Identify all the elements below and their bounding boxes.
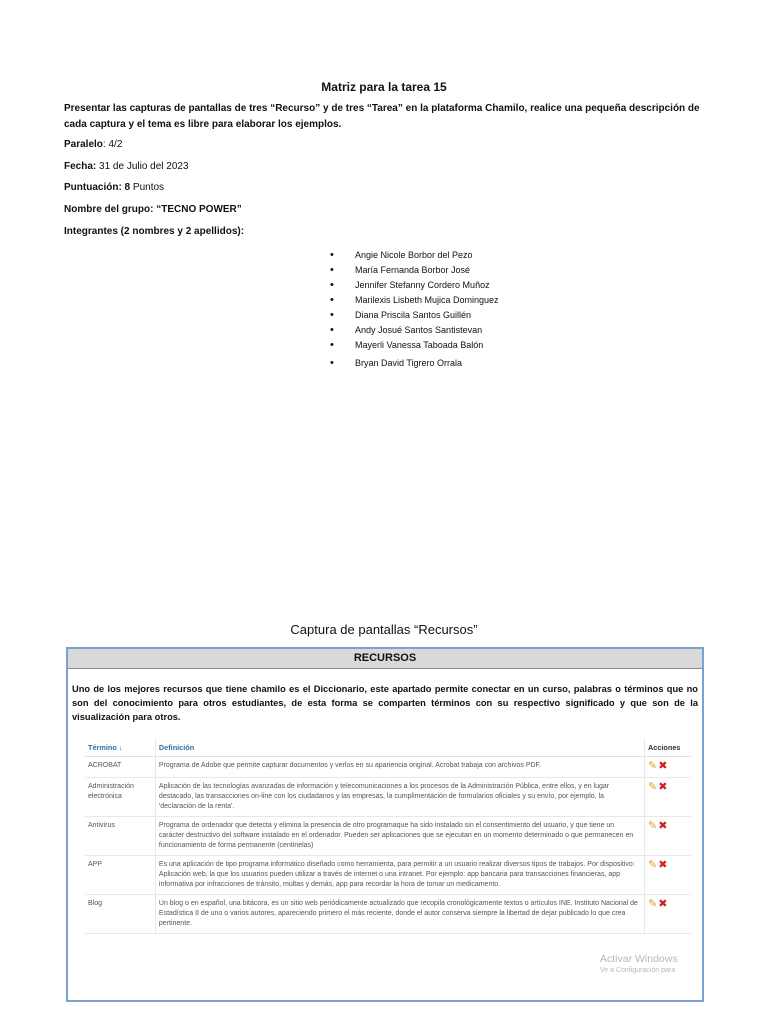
watermark-line1: Activar Windows (600, 953, 678, 965)
field-group-name (64, 204, 242, 215)
member-item: • Mayerli Vanessa Taboada Balón (330, 338, 499, 353)
member-item: • Marilexis Lisbeth Mujica Dominguez (330, 293, 499, 308)
field-value: 31 de Julio del 2023 (96, 161, 189, 172)
members-list (330, 248, 499, 371)
definition-cell: Un blog o en español, una bitácora, es un sitio web periódicamente actualizado que recopila cronológicamente textos o artículos INE. Instituto Nacional de Estadística II de uno o varios autores, apareciendo primero el más reciente, donde el autor conserva siempre la libertad de dejar publicado lo que crea pertinente. (155, 895, 644, 934)
panel-description: Uno de los mejores recursos que tiene chamilo es el Diccionario, este apartado permite conectar en un curso, palabras o términos que no son del conocimiento para otros estudiantes, de esta forma se comparten términos con su respectivo significado y que son de la visualización para otros. (72, 684, 698, 722)
field-label: Nombre del grupo: “TECNO POWER” (64, 204, 242, 215)
task-instructions: Presentar las capturas de pantallas de tres “Recurso” y de tres “Tarea” en la plataforma Chamilo, realice una pequeña descripción de cada captura y el tema es libre para elaborar los ejemplos. (64, 103, 700, 130)
delete-x-icon[interactable]: ✖ (658, 859, 668, 871)
member-item: • Bryan David Tigrero Orrala (330, 356, 499, 371)
windows-activation-watermark (600, 954, 678, 976)
actions-cell (645, 778, 691, 817)
watermark-line2: Ve a Configuración para (600, 967, 676, 974)
field-label: Fecha: (64, 161, 97, 172)
member-item: • Diana Priscila Santos Guillén (330, 308, 499, 323)
panel-header: RECURSOS (68, 649, 702, 669)
delete-x-icon[interactable]: ✖ (658, 898, 668, 910)
delete-x-icon[interactable]: ✖ (658, 760, 668, 772)
term-cell: Administración electrónica (85, 778, 155, 817)
pencil-icon[interactable]: ✎ (648, 898, 658, 910)
table-header-row (85, 738, 691, 757)
table-row (85, 856, 691, 895)
field-value: Puntos (130, 182, 165, 193)
member-item: • María Fernanda Borbor José (330, 263, 499, 278)
actions-cell (645, 856, 691, 895)
table-row (85, 757, 691, 778)
delete-x-icon[interactable]: ✖ (658, 820, 668, 832)
table-row (85, 778, 691, 817)
field-members-label (64, 226, 244, 237)
field-label: Integrantes (2 nombres y 2 apellidos): (64, 226, 245, 237)
capture-title: Captura de pantallas “Recursos” (290, 622, 478, 637)
definition-cell: Es una aplicación de tipo programa informático diseñado como herramienta, para permitir a un usuario realizar diversos tipos de trabajos. Por dispositivo: Aplicación web, la que los usuarios pueden utilizar a través de internet o una intranet. Por ejemplo: app bancaria para transacciones financieras, app informativa por infracciones de tránsito, multas y demás, app para recordar la hora de tomar un medicamento. (155, 856, 644, 895)
term-cell: APP (85, 856, 155, 895)
pencil-icon[interactable]: ✎ (648, 859, 658, 871)
term-cell: ACROBAT (85, 757, 155, 778)
delete-x-icon[interactable]: ✖ (658, 781, 668, 793)
field-puntuacion (64, 182, 164, 193)
field-fecha (64, 161, 189, 172)
pencil-icon[interactable]: ✎ (648, 760, 658, 772)
term-cell: Antivirus (85, 817, 155, 856)
member-item: • Angie Nicole Borbor del Pezo (330, 248, 499, 263)
table-row (85, 817, 691, 856)
column-header-actions: Acciones (645, 738, 691, 757)
pencil-icon[interactable]: ✎ (648, 781, 658, 793)
field-value: : 4/2 (102, 139, 123, 150)
definition-cell: Programa de ordenador que detecta y elimina la presencia de otro programaque ha sido instalado sin el consentimiento del usuario, y que tiene un carácter destructivo del software instalado en el ordenador. Pueden ser aplicaciones que se ejecutan en un momento determinado o que permanecen en funcionamiento de forma permanente (centinelas) (155, 817, 644, 856)
pencil-icon[interactable]: ✎ (648, 820, 658, 832)
definition-cell: Aplicación de las tecnologías avanzadas de información y telecomunicaciones a los procesos de la Administración Pública, entre ellos, y en lugar destacado, las transacciones on-line con los ciudadanos y las empresas, la cumplimentación de formularios oficiales y su envío, por ejemplo, la 'declaración de la renta'. (155, 778, 644, 817)
field-label: Paralelo (64, 139, 103, 150)
glossary-table (85, 738, 691, 934)
table-row (85, 895, 691, 934)
member-item: • Jennifer Stefanny Cordero Muñoz (330, 278, 499, 293)
field-label: Puntuación: 8 (64, 182, 131, 193)
member-item: • Andy Josué Santos Santistevan (330, 323, 499, 338)
field-paralelo (64, 139, 122, 150)
document-title: Matriz para la tarea 15 (321, 80, 447, 94)
actions-cell (645, 895, 691, 934)
definition-cell: Programa de Adobe que permite capturar documentos y verlos en su apariencia original. Acrobat trabaja con archivos PDF. (155, 757, 644, 778)
term-cell: Blog (85, 895, 155, 934)
column-header-term[interactable]: Término ↓ (85, 738, 155, 757)
column-header-definition: Definición (155, 738, 644, 757)
resources-panel (66, 647, 704, 1002)
actions-cell (645, 817, 691, 856)
actions-cell (645, 757, 691, 778)
